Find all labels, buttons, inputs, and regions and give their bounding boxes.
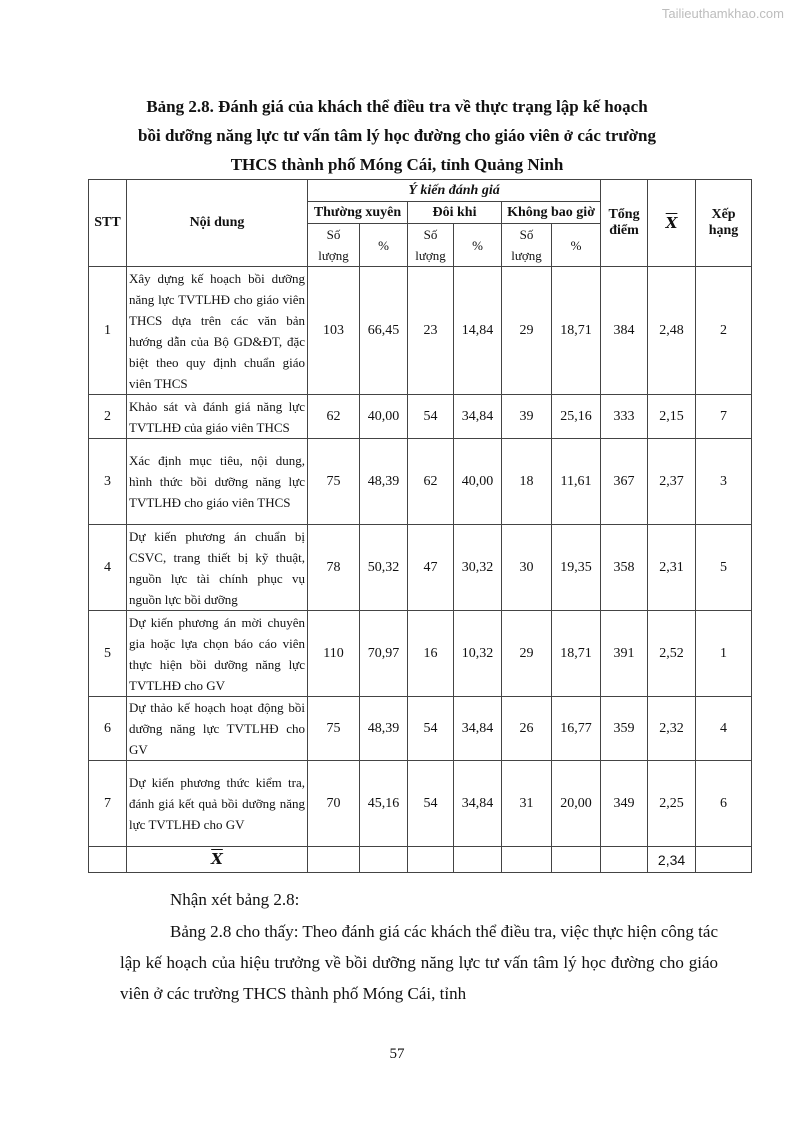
cell-regular-count: 62 <box>308 395 360 439</box>
cell-sometimes-count: 47 <box>408 525 454 611</box>
remark-paragraph: Bảng 2.8 cho thấy: Theo đánh giá các khách thể điều tra, việc thực hiện công tác lập kế hoạch của hiệu trưởng về bồi dưỡng năng lực tư vấn tâm lý học đường cho giáo viên ở các trường THCS thành phố Móng Cái, tỉnh <box>120 922 718 1003</box>
cell-empty <box>601 847 648 873</box>
cell-mean: 2,37 <box>648 439 696 525</box>
header-count: Số lượng <box>308 224 360 267</box>
cell-never-count: 31 <box>502 761 552 847</box>
cell-empty <box>454 847 502 873</box>
cell-sometimes-percent: 30,32 <box>454 525 502 611</box>
header-mean <box>648 180 696 267</box>
header-count: Số lượng <box>408 224 454 267</box>
table-title <box>60 92 734 179</box>
cell-empty <box>89 847 127 873</box>
cell-never-count: 39 <box>502 395 552 439</box>
cell-never-count: 18 <box>502 439 552 525</box>
header-content: Nội dung <box>127 180 308 267</box>
table-row <box>89 697 752 761</box>
cell-mean: 2,15 <box>648 395 696 439</box>
table-row <box>89 525 752 611</box>
header-opinion: Ý kiến đánh giá <box>308 180 601 202</box>
cell-sometimes-count: 62 <box>408 439 454 525</box>
cell-regular-count: 78 <box>308 525 360 611</box>
table-footer-row <box>89 847 752 873</box>
page-number: 57 <box>389 1046 405 1062</box>
header-stt: STT <box>89 180 127 267</box>
table-row <box>89 439 752 525</box>
title-line-1: Bảng 2.8. Đánh giá của khách thể điều tra về thực trạng lập kế hoạch <box>146 97 648 116</box>
cell-total: 384 <box>601 267 648 395</box>
cell-stt: 2 <box>89 395 127 439</box>
cell-never-percent: 19,35 <box>552 525 601 611</box>
cell-mean: 2,52 <box>648 611 696 697</box>
table-row <box>89 267 752 395</box>
cell-regular-count: 103 <box>308 267 360 395</box>
cell-empty <box>696 847 752 873</box>
cell-regular-count: 75 <box>308 439 360 525</box>
cell-regular-count: 110 <box>308 611 360 697</box>
cell-total: 359 <box>601 697 648 761</box>
cell-regular-count: 70 <box>308 761 360 847</box>
cell-sometimes-count: 16 <box>408 611 454 697</box>
cell-sometimes-percent: 34,84 <box>454 395 502 439</box>
table-row <box>89 761 752 847</box>
cell-stt: 5 <box>89 611 127 697</box>
cell-never-percent: 16,77 <box>552 697 601 761</box>
cell-content: Dự kiến phương án mời chuyên gia hoặc lựa chọn báo cáo viên thực hiện bồi dưỡng năng lực TVTLHĐ cho GV <box>127 611 308 697</box>
cell-content: Dự kiến phương án chuẩn bị CSVC, trang thiết bị kỹ thuật, nguồn lực tài chính phục vụ nguồn lực bồi dưỡng <box>127 525 308 611</box>
cell-empty <box>502 847 552 873</box>
cell-content: Xây dựng kế hoạch bồi dưỡng năng lực TVTLHĐ cho giáo viên THCS dựa trên các văn bản hướng dẫn của Bộ GD&ĐT, đặc biệt theo quy định chuẩn giáo viên THCS <box>127 267 308 395</box>
cell-regular-percent: 66,45 <box>360 267 408 395</box>
header-percent: % <box>552 224 601 267</box>
cell-never-percent: 18,71 <box>552 611 601 697</box>
cell-never-count: 29 <box>502 611 552 697</box>
cell-regular-count: 75 <box>308 697 360 761</box>
cell-content: Xác định mục tiêu, nội dung, hình thức bồi dưỡng năng lực TVTLHĐ cho giáo viên THCS <box>127 439 308 525</box>
cell-content: Khảo sát và đánh giá năng lực TVTLHĐ của giáo viên THCS <box>127 395 308 439</box>
cell-sometimes-count: 23 <box>408 267 454 395</box>
cell-stt: 4 <box>89 525 127 611</box>
cell-total: 391 <box>601 611 648 697</box>
table-row <box>89 395 752 439</box>
cell-rank: 5 <box>696 525 752 611</box>
cell-total: 333 <box>601 395 648 439</box>
cell-stt: 6 <box>89 697 127 761</box>
footer-label <box>127 847 308 873</box>
remark-heading: Nhận xét bảng 2.8: <box>170 890 300 909</box>
cell-never-count: 30 <box>502 525 552 611</box>
evaluation-table <box>88 179 752 873</box>
cell-sometimes-count: 54 <box>408 395 454 439</box>
cell-regular-percent: 45,16 <box>360 761 408 847</box>
cell-content: Dự thảo kế hoạch hoạt động bồi dưỡng năng lực TVTLHĐ cho GV <box>127 697 308 761</box>
cell-regular-percent: 50,32 <box>360 525 408 611</box>
cell-regular-percent: 70,97 <box>360 611 408 697</box>
cell-total: 358 <box>601 525 648 611</box>
cell-rank: 1 <box>696 611 752 697</box>
cell-rank: 7 <box>696 395 752 439</box>
cell-regular-percent: 48,39 <box>360 697 408 761</box>
cell-stt: 7 <box>89 761 127 847</box>
header-regular: Thường xuyên <box>308 202 408 224</box>
cell-empty <box>308 847 360 873</box>
cell-sometimes-percent: 14,84 <box>454 267 502 395</box>
cell-total: 367 <box>601 439 648 525</box>
header-percent: % <box>360 224 408 267</box>
title-line-2: bồi dưỡng năng lực tư vấn tâm lý học đường cho giáo viên ở các trường <box>138 126 656 145</box>
cell-never-percent: 25,16 <box>552 395 601 439</box>
cell-never-percent: 18,71 <box>552 267 601 395</box>
cell-never-percent: 20,00 <box>552 761 601 847</box>
cell-never-percent: 11,61 <box>552 439 601 525</box>
cell-sometimes-count: 54 <box>408 761 454 847</box>
cell-rank: 2 <box>696 267 752 395</box>
table-row <box>89 611 752 697</box>
cell-sometimes-count: 54 <box>408 697 454 761</box>
cell-mean: 2,25 <box>648 761 696 847</box>
cell-sometimes-percent: 40,00 <box>454 439 502 525</box>
cell-regular-percent: 48,39 <box>360 439 408 525</box>
title-line-3: THCS thành phố Móng Cái, tỉnh Quảng Ninh <box>230 155 564 174</box>
cell-total: 349 <box>601 761 648 847</box>
cell-rank: 3 <box>696 439 752 525</box>
cell-rank: 6 <box>696 761 752 847</box>
cell-never-count: 26 <box>502 697 552 761</box>
cell-sometimes-percent: 34,84 <box>454 697 502 761</box>
cell-sometimes-percent: 34,84 <box>454 761 502 847</box>
cell-rank: 4 <box>696 697 752 761</box>
watermark: Tailieuthamkhao.com <box>661 6 784 21</box>
cell-regular-percent: 40,00 <box>360 395 408 439</box>
header-never: Không bao giờ <box>502 202 601 224</box>
header-count: Số lượng <box>502 224 552 267</box>
cell-stt: 1 <box>89 267 127 395</box>
cell-sometimes-percent: 10,32 <box>454 611 502 697</box>
mean-symbol: $\overline{X}$ <box>211 850 223 868</box>
cell-stt: 3 <box>89 439 127 525</box>
header-total: Tổng điểm <box>601 180 648 267</box>
cell-mean: 2,32 <box>648 697 696 761</box>
header-sometimes: Đôi khi <box>408 202 502 224</box>
cell-empty <box>552 847 601 873</box>
cell-never-count: 29 <box>502 267 552 395</box>
cell-empty <box>360 847 408 873</box>
cell-content: Dự kiến phương thức kiểm tra, đánh giá kết quả bồi dưỡng năng lực TVTLHĐ cho GV <box>127 761 308 847</box>
cell-empty <box>408 847 454 873</box>
mean-symbol: $\overline{X}$ <box>665 213 678 232</box>
footer-mean: 2,34 <box>648 847 696 873</box>
header-percent: % <box>454 224 502 267</box>
cell-mean: 2,31 <box>648 525 696 611</box>
header-rank: Xếp hạng <box>696 180 752 267</box>
cell-mean: 2,48 <box>648 267 696 395</box>
